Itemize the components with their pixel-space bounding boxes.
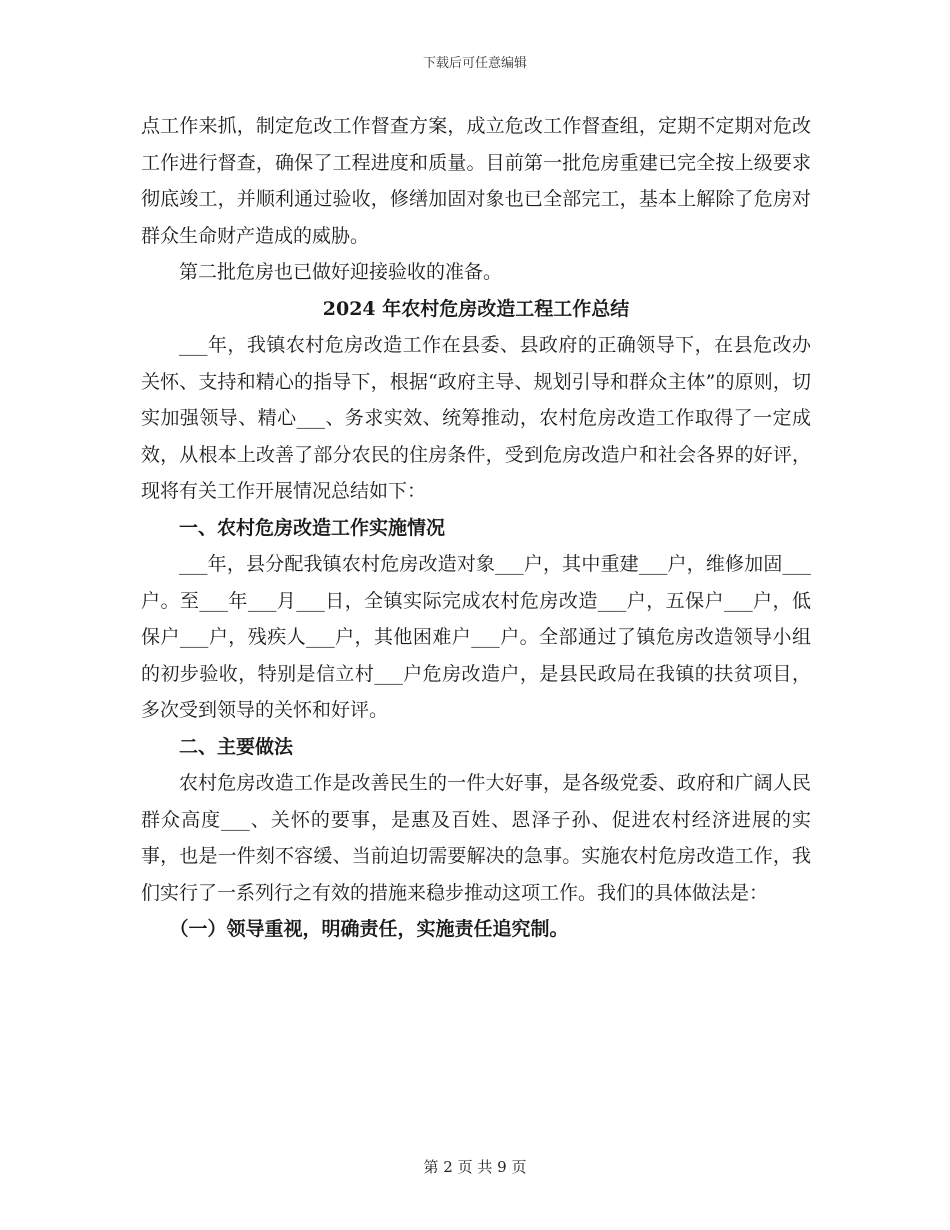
paragraph-practices: 农村危房改造工作是改善民生的一件大好事，是各级党委、政府和广阔人民群众高度___、关怀的要事，是惠及百姓、恩泽子孙、促进农村经济进展的实事，也是一件刻不容缓、当前迫切需要解决的急事。实施农村危房改造工作，我们实行了一系列行之有效的措施来稳步推动这项工作。我们的具体做法是： [141, 772, 811, 904]
subsection-heading-leadership: （一）领导重视，明确责任，实施责任追究制。 [169, 918, 569, 940]
page-footer: 第 2 页 共 9 页 [423, 1158, 527, 1176]
paragraph-overview: ___年，我镇农村危房改造工作在县委、县政府的正确领导下，在县危改办关怀、支持和精心的指导下，根据“政府主导、规划引导和群众主体”的原则，切实加强领导、精心___、务求实效、统筹推动，农村危房改造工作取得了一定成效，从根本上改善了部分农民的住房条件，受到危房改造户和社会各界的好评，现将有关工作开展情况总结如下： [141, 334, 811, 502]
document-title: 2024 年农村危房改造工程工作总结 [322, 297, 630, 320]
document-body [141, 108, 811, 948]
section-heading-implementation: 一、农村危房改造工作实施情况 [179, 516, 446, 539]
page-header: 下载后可任意编辑 [422, 56, 527, 71]
intro-paragraph: 点工作来抓，制定危改工作督查方案，成立危改工作督查组，定期不定期对危改工作进行督查，确保了工程进度和质量。目前第一批危房重建已完全按上级要求彻底竣工，并顺利通过验收，修缮加固对象也已全部完工，基本上解除了危房对群众生命财产造成的威胁。 [141, 115, 811, 247]
paragraph-implementation: ___年，县分配我镇农村危房改造对象___户，其中重建___户，维修加固___户。至___年___月___日，全镇实际完成农村危房改造___户，五保户___户，低保户___户，残疾人___户，其他困难户___户。全部通过了镇危房改造领导小组的初步验收，特别是信立村___户危房改造户，是县民政局在我镇的扶贫项目，多次受到领导的关怀和好评。 [141, 553, 811, 721]
intro-paragraph-continued: 第二批危房也已做好迎接验收的准备。 [179, 261, 503, 283]
section-heading-practices: 二、主要做法 [179, 735, 294, 758]
